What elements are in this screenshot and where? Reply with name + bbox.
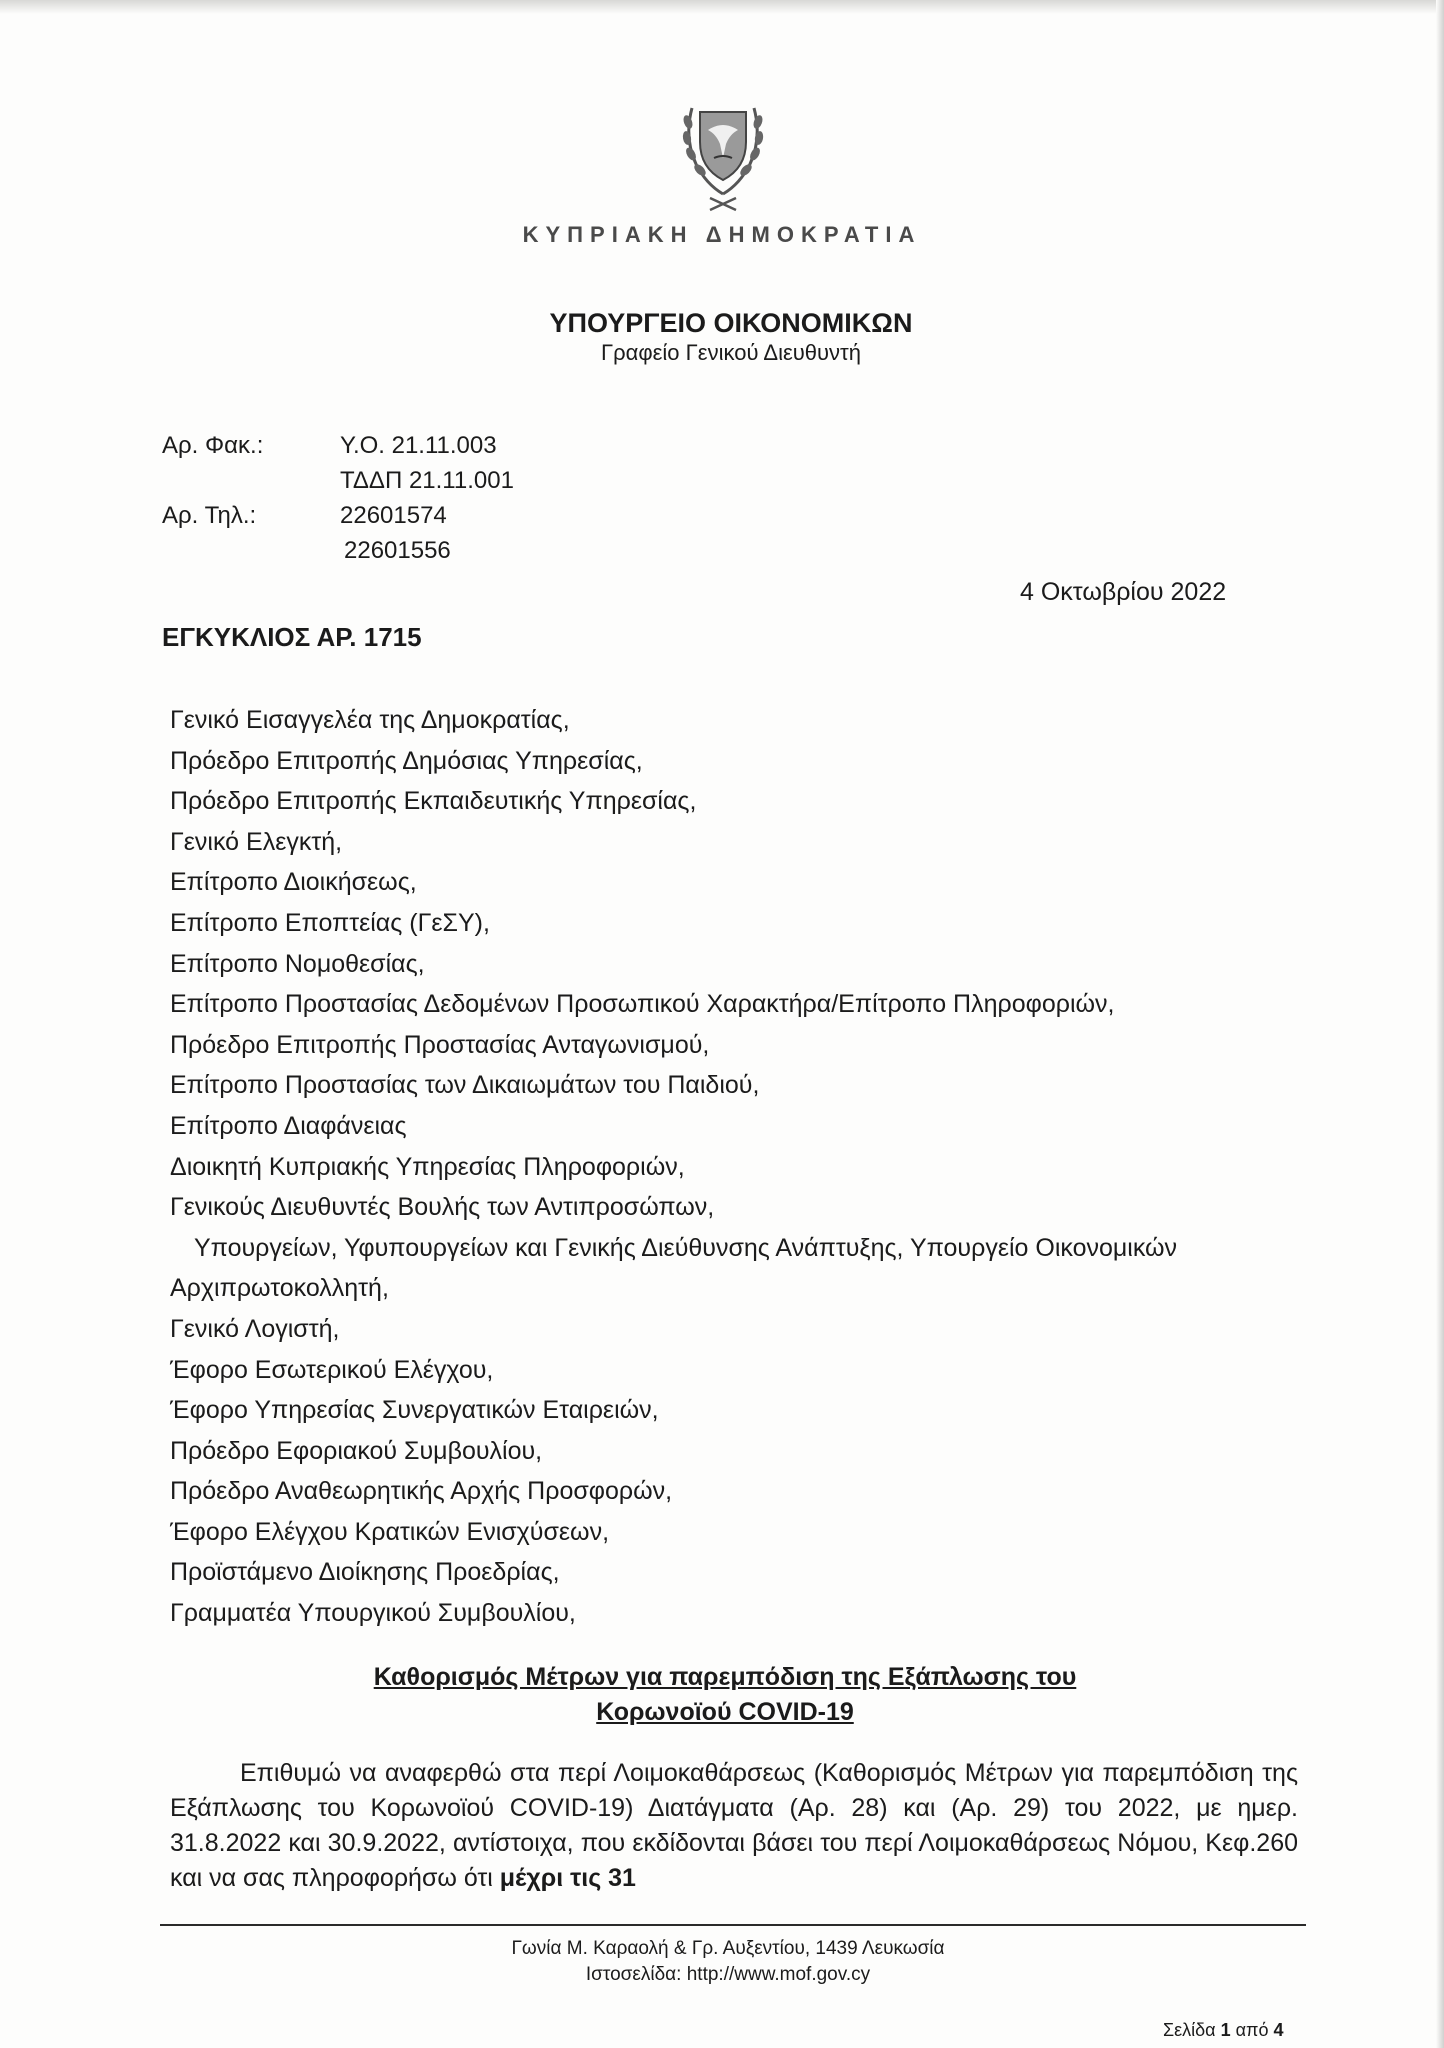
recipient-item: Έφορο Ελέγχου Κρατικών Ενισχύσεων, [170, 1517, 610, 1546]
file-ref-value: ΤΔΔΠ 21.11.001 [340, 467, 514, 494]
page-current: 1 [1220, 2020, 1231, 2040]
file-ref-row [162, 463, 514, 498]
footer-address: Γωνία Μ. Καραολή & Γρ. Αυξεντίου, 1439 Λευκωσία [511, 1938, 945, 1959]
recipient-item: Γραμματέα Υπουργικού Συμβουλίου, [170, 1599, 576, 1628]
file-ref-label-spacer [162, 463, 340, 498]
footer-website: Ιστοσελίδα: http://www.mof.gov.cy [585, 1964, 871, 1985]
subject-heading [0, 1660, 1444, 1730]
recipient-item: Υπουργείων, Υφυπουργείων και Γενικής Διεύθυνσης Ανάπτυξης, Υπουργείο Οικονομικών [194, 1233, 1178, 1262]
file-ref-label: Αρ. Φακ.: [162, 432, 264, 459]
scan-edge-top [0, 0, 1444, 14]
phone-label: Αρ. Τηλ.: [162, 502, 257, 529]
phone-value: 22601556 [344, 537, 451, 564]
cyprus-coat-of-arms-icon [670, 98, 776, 216]
phone-row [162, 533, 514, 568]
page-of: από [1235, 2020, 1269, 2040]
subject-line: Καθορισμός Μέτρων για παρεμπόδιση της Εξάπλωσης του [373, 1663, 1077, 1691]
footer-divider [160, 1924, 1306, 1926]
phone-row [162, 498, 514, 533]
recipients-list [170, 700, 1177, 1634]
recipient-item: Διοικητή Κυπριακής Υπηρεσίας Πληροφοριών, [170, 1152, 685, 1181]
file-ref-value: Υ.Ο. 21.11.003 [340, 432, 497, 459]
subject-line: Κορωνοϊού COVID-19 [596, 1698, 854, 1726]
recipient-item: Πρόεδρο Αναθεωρητικής Αρχής Προσφορών, [170, 1477, 673, 1506]
page-number [1163, 2020, 1284, 2041]
recipient-item: Πρόεδρο Επιτροπής Δημόσιας Υπηρεσίας, [170, 746, 643, 775]
recipient-item: Γενικό Λογιστή, [170, 1314, 340, 1343]
ministry-name: ΥΠΟΥΡΓΕΙΟ ΟΙΚΟΝΟΜΙΚΩΝ [549, 308, 913, 338]
recipient-item: Έφορο Υπηρεσίας Συνεργατικών Εταιρειών, [170, 1396, 659, 1425]
recipient-item: Επίτροπο Νομοθεσίας, [170, 949, 425, 978]
page-prefix: Σελίδα [1163, 2020, 1216, 2040]
body-paragraph [170, 1756, 1298, 1896]
page-total: 4 [1273, 2020, 1284, 2040]
recipient-item: Επίτροπο Διοικήσεως, [170, 868, 417, 897]
recipient-item: Πρόεδρο Επιτροπής Προστασίας Ανταγωνισμού, [170, 1030, 710, 1059]
recipient-item: Επίτροπο Προστασίας Δεδομένων Προσωπικού Χαρακτήρα/Επίτροπο Πληροφοριών, [170, 990, 1115, 1019]
recipient-item: Γενικό Εισαγγελέα της Δημοκρατίας, [170, 706, 570, 734]
file-ref-row [162, 428, 514, 463]
recipient-item: Πρόεδρο Επιτροπής Εκπαιδευτικής Υπηρεσίας, [170, 787, 697, 816]
document-date: 4 Οκτωβρίου 2022 [1020, 578, 1227, 606]
recipient-item: Επίτροπο Προστασίας των Δικαιωμάτων του Παιδιού, [170, 1071, 760, 1100]
office-name: Γραφείο Γενικού Διευθυντή [601, 340, 861, 365]
footer-address-block [0, 1936, 1444, 1988]
recipient-item: Προϊστάμενο Διοίκησης Προεδρίας, [170, 1558, 560, 1587]
phone-value: 22601574 [340, 502, 447, 529]
recipient-item: Πρόεδρο Εφοριακού Συμβουλίου, [170, 1436, 543, 1465]
republic-name: ΚΥΠΡΙΑΚΗ ΔΗΜΟΚΡΑΤΙΑ [522, 222, 922, 247]
recipient-item: Επίτροπο Εποπτείας (ΓεΣΥ), [170, 908, 490, 937]
reference-block [162, 428, 514, 568]
recipient-item: Αρχιπρωτοκολλητή, [170, 1274, 389, 1303]
recipient-item: Γενικό Ελεγκτή, [170, 827, 343, 856]
recipient-item: Επίτροπο Διαφάνειας [170, 1111, 407, 1140]
phone-label-spacer [162, 533, 340, 568]
body-paragraph-text: Επιθυμώ να αναφερθώ στα περί Λοιμοκαθάρσεως (Καθορισμός Μέτρων για παρεμπόδιση της Εξάπλωσης του Κορωνοϊού COVID-19) Διατάγματα (Αρ. 28) και (Αρ. 29) του 2022, με ημερ. 31.8.2022 και 30.9.2022, αντίστοιχα, που εκδίδονται βάσει του περί Λοιμοκαθάρσεως Νόμου, Κεφ.260 και να σας πληροφορήσω ότι [170, 1759, 1298, 1892]
body-paragraph-bold: μέχρι τις 31 [499, 1864, 636, 1892]
recipient-item: Έφορο Εσωτερικού Ελέγχου, [170, 1355, 494, 1384]
circular-number: ΕΓΚΥΚΛΙΟΣ ΑΡ. 1715 [162, 622, 422, 652]
recipient-item: Γενικούς Διευθυντές Βουλής των Αντιπροσώπων, [170, 1193, 715, 1222]
